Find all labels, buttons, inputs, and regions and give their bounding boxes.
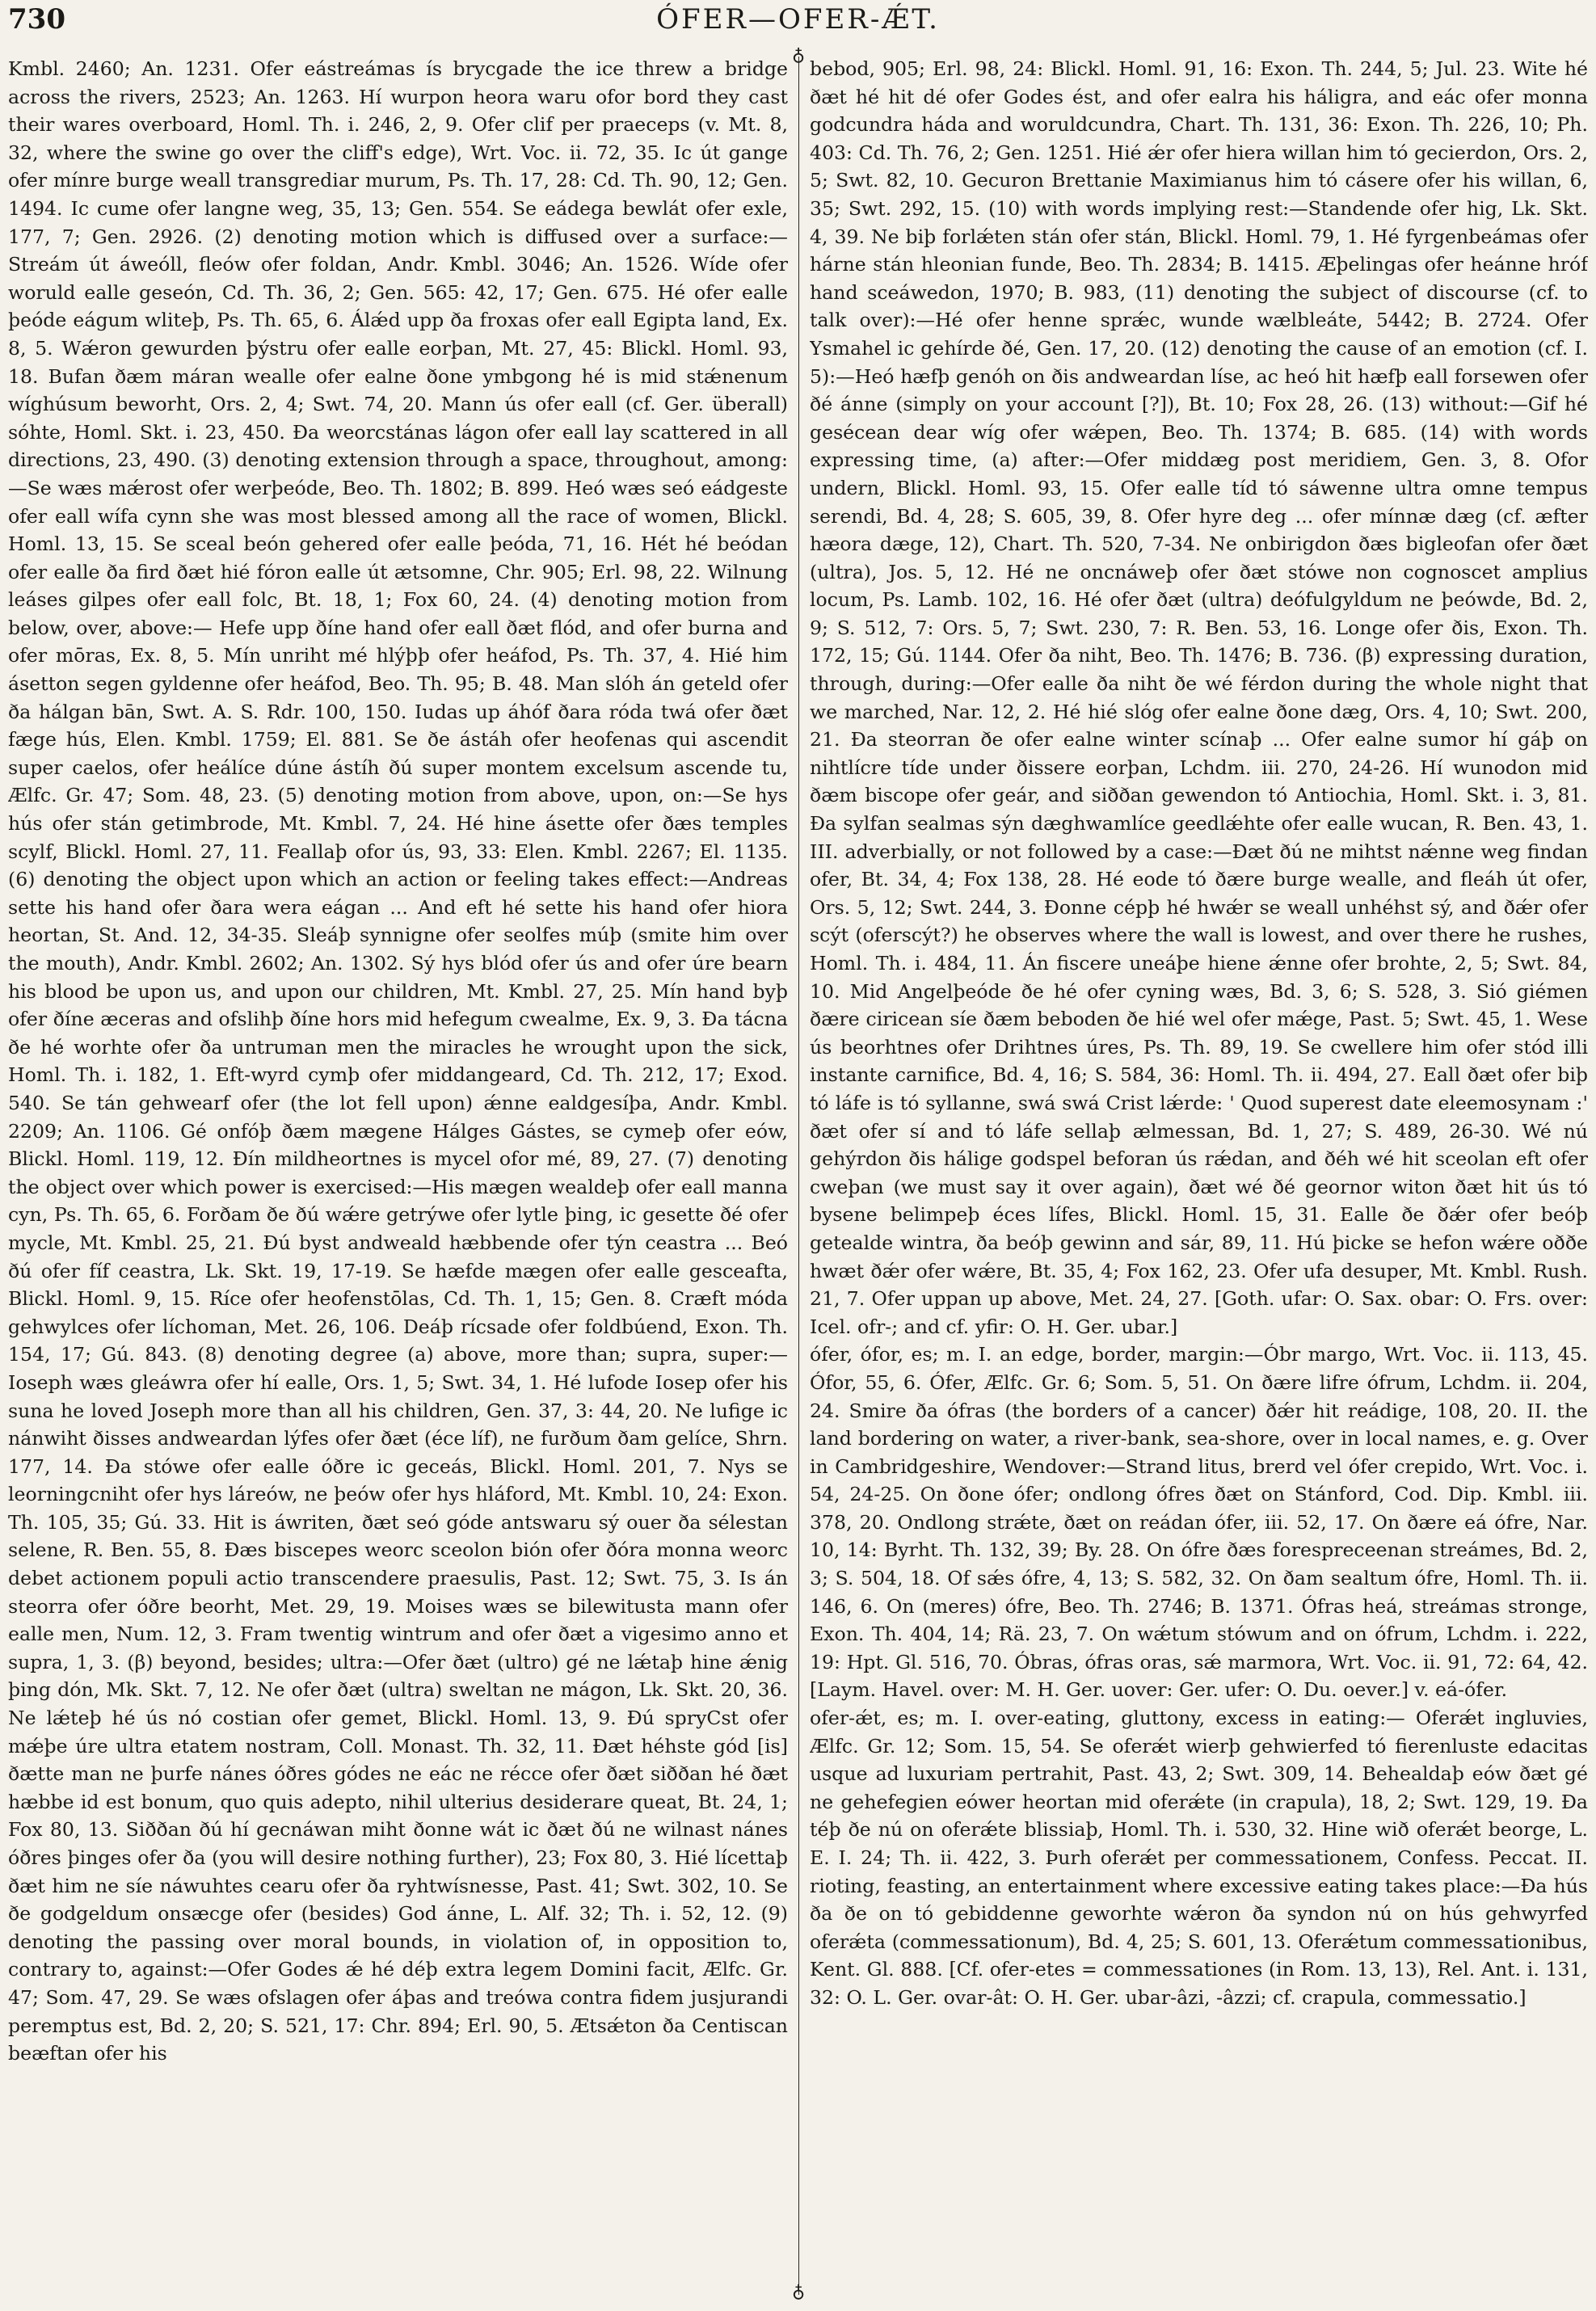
entry-text: Kmbl. 2460; An. 1231. Ofer eástreámas ís brycgade the ice threw a bridge across the rivers, 2523; An. 1263. Hí wurpon heora waru ofor bord they cast their wares overboard, Homl. Th. i. 246, 2, 9. Ofer clif per praeceps (v. Mt. 8, 32, where the swine go over the cliff's edge), Wrt. Voc. ii. 72, 35. Ic út gange ofer mínre burge weall transgrediar murum, Ps. Th. 17, 28: Cd. Th. 90, 12; Gen. 1494. Ic cume ofer langne weg, 35, 13; Gen. 554. Se eádega bewlát ofer exle, 177, 7; Gen. 2926. (2) denoting motion which is diffused over a surface:— Streám út áweóll, fleów ofer foldan, Andr. Kmbl. 3046; An. 1526. Wíde ofer woruld ealle geseón, Cd. Th. 36, 2; Gen. 565: 42, 17; Gen. 675. Hé ofer ealle þeóde eágum wliteþ, Ps. Th. 65, 6. Álǽd upp ða froxas ofer eall Egipta land, Ex. 8, 5. Wǽron gewurden þýstru ofer ealle eorþan, Mt. 27, 45: Blickl. Homl. 93, 18. Bufan ðæm máran wealle ofer ealne ðone ymbgong hé is mid stǽnenum wíghúsum beworht, Ors. 2, 4; Swt. 74, 20. Mann ús ofer eall (cf. Ger. überall) sóhte, Homl. Skt. i. 23, 450. Ða weorcstánas lágon ofer eall lay scattered in all directions, 23, 490. (3) denoting extension through a space, throughout, among:—Se wæs mǽrost ofer werþeóde, Beo. Th. 1802; B. 899. Heó wæs seó eádgeste ofer eall wífa cynn she was most blessed among all the race of women, Blickl. Homl. 13, 15. Se sceal beón gehered ofer ealle þeóda, 71, 16. Hét hé beódan ofer ealle ða fird ðæt hié fóron ealle út ætsomne, Chr. 905; Erl. 98, 22. Wilnung leáses gilpes ofer eall folc, Bt. 18, 1; Fox 60, 24. (4) denoting motion from below, over, above:— Hefe upp ðíne hand ofer eall ðæt flód, and ofer burna and ofer mōras, Ex. 8, 5. Mín unriht mé hlýþþ ofer heáfod, Ps. Th. 37, 4. Hié him ásetton segen gyldenne ofer heáfod, Beo. Th. 95; B. 48. Man slóh án geteld ofer ða hálgan bān, Swt. A. S. Rdr. 100, 150. Iudas up áhóf ðara róda twá ofer ðæt fæge hús, Elen. Kmbl. 1759; El. 881. Se ðe ástáh ofer heofenas qui ascendit super caelos, ofer heálíce dúne ástíh ðú super montem excelsum ascende tu, Ælfc. Gr. 47; Som. 48, 23. (5) denoting motion from above, upon, on:—Se hys hús ofer stán getimbrode, Mt. Kmbl. 7, 24. Hé hine ásette ofer ðæs temples scylf, Blickl. Homl. 27, 11. Feallaþ ofor ús, 93, 33: Elen. Kmbl. 2267; El. 1135. (6) denoting the object upon which an action or feeling takes effect:—Andreas sette his hand ofer ðara wera eágan ... And eft hé sette his hand ofer hiora heortan, St. And. 12, 34-35. Sleáþ synnigne ofer seolfes múþ (smite him over the mouth), Andr. Kmbl. 2602; An. 1302. Sý hys blód ofer ús and ofer úre bearn his blood be upon us, and upon our children, Mt. Kmbl. 27, 25. Mín hand byþ ofer ðíne æceras and ofslihþ ðíne hors mid hefegum cwealme, Ex. 9, 3. Ða tácna ðe hé worhte ofer ða untruman men the miracles he wrought upon the sick, Homl. Th. i. 182, 1. Eft-wyrd cymþ ofer middangeard, Cd. Th. 212, 17; Exod. 540. Se tán gehwearf ofer (the lot fell upon) ǽnne ealdgesíþa, Andr. Kmbl. 2209; An. 1106. Gé onfóþ ðæm mægene Hálges Gástes, se cymeþ ofer eów, Blickl. Homl. 119, 12. Ðín mildheortnes is mycel ofor mé, 89, 27. (7) denoting the object over which power is exercised:—His mægen wealdeþ ofer eall manna cyn, Ps. Th. 65, 6. Forðam ðe ðú wǽre getrýwe ofer lytle þing, ic gesette ðé ofer mycle, Mt. Kmbl. 25, 21. Ðú byst andweald hæbbende ofer týn ceastra ... Beó ðú ofer fíf ceastra, Lk. Skt. 19, 17-19. Se hæfde mægen ofer ealle gesceafta, Blickl. Homl. 9, 15. Ríce ofer heofenstōlas, Cd. Th. 1, 15; Gen. 8. Cræft móda gehwylces ofer líchoman, Met. 26, 106. Deáþ rícsade ofer foldbúend, Exon. Th. 154, 17; Gú. 843. (8) denoting degree (a) above, more than; supra, super:—Ioseph wæs gleáwra ofer hí ealle, Ors. 1, 5; Swt. 34, 1. Hé lufode Iosep ofer his suna he loved Joseph more than all his children, Gen. 37, 3: 44, 20. Ne lufige ic nánwiht ðisses andweardan lýfes ofer ðæt (éce líf), ne furðum ðam gelíce, Shrn. 177, 14. Ða stówe ofer ealle óðre ic geceás, Blickl. Homl. 201, 7. Nys se leorningcniht ofer hys láreów, ne þeów ofer hys hláford, Mt. Kmbl. 10, 24: Exon. Th. 105, 35; Gú. 33. Hit is áwriten, ðæt seó góde antswaru sý ouer ða sélestan selene, R. Ben. 55, 8. Ðæs biscepes weorc sceolon bión ofer ðóra monna weorc debet actionem populi actio transcendere praesulis, Past. 12; Swt. 75, 3. Is án steorra ofer óðre beorht, Met. 29, 19. Moises wæs se bilewitusta mann ofer ealle men, Num. 12, 3. Fram twentig wintrum and ofer ðæt a vigesimo anno et supra, 1, 3. (β) beyond, besides; ultra:—Ofer ðæt (ultro) gé ne lǽtaþ hine ǽnig þing dón, Mk. Skt. 7, 12. Ne ofer ðæt (ultra) sweltan ne mágon, Lk. Skt. 20, 36. Ne lǽteþ hé ús nó costian ofer gemet, Blickl. Homl. 13, 9. Ðú spryCst ofer mǽþe úre ultra etatem nostram, Coll. Monast. Th. 32, 11. Ðæt héhste gód [is] ðætte man ne þurfe nánes óðres gódes ne eác ne récce ofer ðæt siððan hé ðæt hæbbe id est bonum, quo quis adepto, nihil ulterius desiderare queat, Bt. 24, 1; Fox 80, 13. Siððan ðú hí gecnáwan miht ðonne wát ic ðæt ðú ne wilnast nánes óðres þinges ofer ða (you will desire nothing further), 23; Fox 80, 3. Hié lícettaþ ðæt him ne síe náwuhtes cearu ofer ða ryhtwísnesse, Past. 41; Swt. 302, 10. Se ðe godgeldum onsæcge ofer (besides) God ánne, L. Alf. 32; Th. i. 52, 12. (9) denoting the passing over moral bounds, in violation of, in opposition to, contrary to, against:—Ofer Godes ǽ hé déþ extra legem Domini facit, Ælfc. Gr. 47; Som. 47, 29. Se wæs ofslagen ofer áþas and treówa contra fidem jusjurandi peremptus est, Bd. 2, 20; S. 521, 17: Chr. 894; Erl. 90, 5. Ætsǽton ða Centiscan beæftan ofer his [8, 57, 788, 2065]
entry-ofer-noun: ófer, ófor, es; m. I. an edge, border, margin:—Óbr margo, Wrt. Voc. ii. 113, 45. Ófor, 55, 6. Ófer, Ælfc. Gr. 6; Som. 5, 51. On ðære lifre ófrum, Lchdm. ii. 204, 24. Smire ða ófras (the borders of a cancer) ðǽr hit reádige, 108, 20. II. the land bordering on water, a river-bank, sea-shore, over in local names, e. g. Over in Cambridgeshire, Wendover:—Strand litus, brerd vel ófer crepido, Wrt. Voc. i. 54, 24-25. On ðone ófer; ondlong ófres ðæt on Stánford, Cod. Dip. Kmbl. iii. 378, 20. Ondlong strǽte, ðæt on reádan ófer, iii. 52, 17. On ðære eá ófre, Nar. 10, 14: Byrht. Th. 132, 39; By. 28. On ófre ðæs forespreceenan streámes, Bd. 2, 3; S. 504, 18. Of sǽs ófre, 4, 13; S. 582, 32. On ðam sealtum ófre, Homl. Th. ii. 146, 6. On (meres) ófre, Beo. Th. 2746; B. 1371. Ófras heá, streámas stronge, Exon. Th. 404, 14; Rä. 23, 7. On wǽtum stówum and on ófrum, Lchdm. i. 222, 19: Hpt. Gl. 516, 70. Óbras, ófras oras, sǽ marmora, Wrt. Voc. ii. 91, 72: 64, 42. [Laym. Havel. over: M. H. Ger. uover: Ger. ufer: O. Du. oever.] v. eá-ófer. [810, 1343, 1588, 1702]
entry-text: bebod, 905; Erl. 98, 24: Blickl. Homl. 91, 16: Exon. Th. 244, 5; Jul. 23. Wite hé ðæt hé hit dé ofer Godes ést, and ofer ealra his háligra, and eác ofer monna godcundra háda and woruldcundra, Chart. Th. 131, 36: Exon. Th. 226, 10; Ph. 403: Cd. Th. 76, 2; Gen. 1251. Hié ǽr ofer hiera willan him tó gecierdon, Ors. 2, 5; Swt. 82, 10. Gecuron Brettanie Maximianus him tó cásere ofer his willan, 6, 35; Swt. 292, 15. (10) with words implying rest:—Standende ofer hig, Lk. Skt. 4, 39. Ne biþ forlǽten stán ofer stán, Blickl. Homl. 79, 1. Hé fyrgenbeámas ofer hárne stán hleonian funde, Beo. Th. 2834; B. 1415. Æþelingas ofer heánne hróf hand sceáwedon, 1970; B. 983, (11) denoting the subject of discourse (cf. to talk over):—Hé ofer henne sprǽc, wunde wælbleáte, 5442; B. 2724. Ofer Ysmahel ic gehírde ðé, Gen. 17, 20. (12) denoting the cause of an emotion (cf. I. 5):—Heó hæfþ genóh on ðis andweardan líse, ac heó hit hæfþ eall forsewen ofer ðé ánne (simply on your account [?]), Bt. 10; Fox 28, 26. (13) without:—Gif hé gesécean dear wíg ofer wǽpen, Beo. Th. 1374; B. 685. (14) with words expressing time, (a) after:—Ofer middæg post meridiem, Gen. 3, 8. Ofor undern, Blickl. Homl. 93, 15. Ofer ealle tíd tó sáwenne ultra omne tempus serendi, Bd. 4, 28; S. 605, 39, 8. Ofer hyre deg ... ofer mínnæ dæg (cf. æfter hæora dæge, 12), Chart. Th. 520, 7-34. Ne onbirigdon ðæs bigleofan ofer ðæt (ultra), Jos. 5, 12. Hé ne oncnáweþ ofer ðæt stówe non cognoscet amplius locum, Ps. Lamb. 102, 16. Hé ofer ðæt (ultra) deófulgyldum ne þeówde, Bd. 2, 9; S. 512, 7: Ors. 5, 7; Swt. 230, 7: R. Ben. 53, 16. Longe ofer ðis, Exon. Th. 172, 15; Gú. 1144. Ofer ða niht, Beo. Th. 1476; B. 736. (β) expressing duration, through, during:—Ofer ealle ða niht ðe wé férdon during the whole night that we marched, Nar. 12, 2. Hé hié slóg ofer ealne ðone dæg, Ors. 4, 10; Swt. 200, 21. Ða steorran ðe ofer ealne winter scínaþ ... Ofer ealne sumor hí gáþ on nihtlícre tíde under ðissere eorþan, Lchdm. iii. 270, 24-26. Hí wunodon mid ðæm biscope ofer geár, and siððan gewendon tó Antiochia, Homl. Skt. i. 3, 81. Ða sylfan sealmas sýn dæghwamlíce geedlǽhte ofer ealle wucan, R. Ben. 43, 1. III. adverbially, or not followed by a case:—Ðæt ðú ne mihtst nǽnne weg findan ofer, Bt. 34, 4; Fox 138, 28. Hé eode tó ðære burge wealle, and fleáh út ofer, Ors. 5, 12; Swt. 244, 3. Ðonne cépþ hé hwǽr se weall unhéhst sý, and ðǽr ofer scýt (oferscýt?) he observes where the wall is lowest, and over there he rushes, Homl. Th. i. 484, 11. Án fiscere uneáþe hiene ǽnne ofer brohte, 2, 5; Swt. 84, 10. Mid Angelþeóde ðe hé ofer cyning wæs, Bd. 3, 6; S. 528, 3. Sió giémen ðære ciricean síe ðæm beboden ðe hié wel ofer mǽge, Past. 5; Swt. 45, 1. Wese ús beorhtnes ofer Drihtnes úres, Ps. Th. 89, 19. Se cwellere him ofer stód illi instante carnifice, Bd. 4, 16; S. 584, 36: Homl. Th. ii. 494, 27. Eall ðæt ofer biþ tó láfe is tó syllanne, swá swá Crist lǽrde: ' Quod superest date eleemosynam :' ðæt ofer sí and tó láfe sellaþ ælmessan, Bd. 1, 27; S. 489, 26-30. Wé nú gehýrdon ðis hálige godspel beforan ús rǽdan, and ðéh wé hit sceolan eft ofer cweþan (we must say it over again), ðæt wé ðé geornor witon ðæt hit ús tó bysene belimpeþ éces lífes, Blickl. Homl. 15, 31. Ealle ðe ðǽr ofer beóþ getealde wintra, ða beóþ gewinn and sár, 89, 11. Hú þicke se hefon wǽre oððe hwæt ðǽr ofer wǽre, Bt. 35, 4; Fox 162, 23. Ofer ufa desuper, Mt. Kmbl. Rush. 21, 7. Ofer uppan up above, Met. 24, 27. [Goth. ufar: O. Sax. obar: O. Frs. over: Icel. ofr-; and cf. yfir: O. H. Ger. ubar.] [810, 57, 1588, 1338]
page-number: 730 [8, 3, 65, 36]
ornament-knot-icon: ♁ [791, 2282, 806, 2302]
running-head: ÓFER—OFER-ǼT. [656, 3, 940, 36]
page-header [0, 0, 1596, 48]
entry-ofer-aet: ofer-ǽt, es; m. I. over-eating, gluttony, excess in eating:— Oferǽt ingluvies, Ælfc. Gr. 12; Som. 15, 54. Se oferǽt wierþ gehwierfed tó fierenluste edacitas usque ad luxuriam pertrahit, Past. 43, 2; Swt. 309, 14. Behealdaþ eów ðæt gé ne gehefegien eówer heortan mid oferǽte (in crapula), 18, 2; Swt. 129, 19. Ða téþ ðe nú on oferǽte blissiaþ, Homl. Th. i. 530, 32. Hine wið oferǽt beorge, L. E. I. 24; Th. ii. 422, 3. Þurh oferǽt per commessationem, Confess. Peccat. II. rioting, feasting, an entertainment where excessive eating takes place:—Ða hús ða ðe on tó gebiddenne geworhte wǽron ða syndon nú on hús gehwyrfed oferǽta (commessationum), Bd. 4, 25; S. 601, 13. Oferǽtum commessationibus, Kent. Gl. 888. [Cf. ofer-etes = commessationes (in Rom. 13, 13), Rel. Ant. i. 131, 32: O. L. Ger. ovar-ât: O. H. Ger. ubar-âzi, -âzzi; cf. crapula, commessatio.] [810, 1707, 1588, 2009]
column-divider [798, 57, 799, 2295]
left-column [8, 55, 788, 2301]
right-column [810, 55, 1588, 2301]
ornament-knot-icon: ♁ [791, 45, 806, 65]
